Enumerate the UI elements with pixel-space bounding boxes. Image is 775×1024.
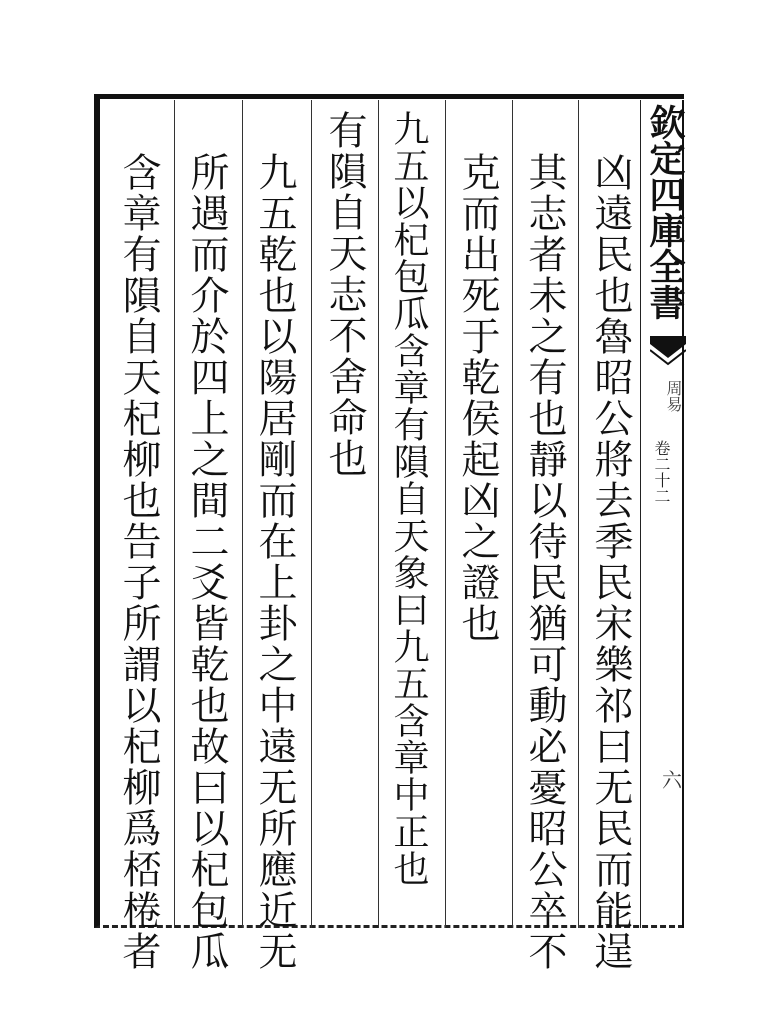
text-column-7: 所遇而介於四上之間二爻皆乾也故曰以杞包瓜: [184, 152, 229, 972]
text-column-1: 凶遠民也魯昭公將去季民宋樂祁曰无民而能逞: [588, 152, 633, 972]
text-column-6: 九五乾也以陽居剛而在上卦之中遠无所應近无: [252, 152, 297, 972]
column-divider: [174, 100, 175, 928]
book-title: 欽定四庫全書: [644, 104, 686, 320]
fishtail-ornament-icon: [650, 336, 686, 372]
text-column-4: 九五以杞包瓜含章有隕自天象曰九五含章中正也: [388, 110, 429, 887]
column-divider: [378, 100, 379, 928]
text-column-2: 其志者未之有也靜以待民猶可動必憂昭公卒不: [522, 152, 567, 972]
page-number: 六: [662, 768, 682, 792]
column-divider: [578, 100, 579, 928]
column-divider: [512, 100, 513, 928]
book-name-fragment: 周易: [664, 380, 683, 412]
column-divider: [311, 100, 312, 928]
juan-number: 卷二十二: [652, 440, 671, 504]
text-column-5: 有隕自天志不舍命也: [322, 110, 367, 479]
column-divider: [242, 100, 243, 928]
text-column-3: 克而出死于乾侯起凶之證也: [455, 152, 500, 644]
column-divider: [445, 100, 446, 928]
text-column-8: 含章有隕自天杞柳也告子所謂以杞柳爲桮棬者: [116, 152, 161, 972]
